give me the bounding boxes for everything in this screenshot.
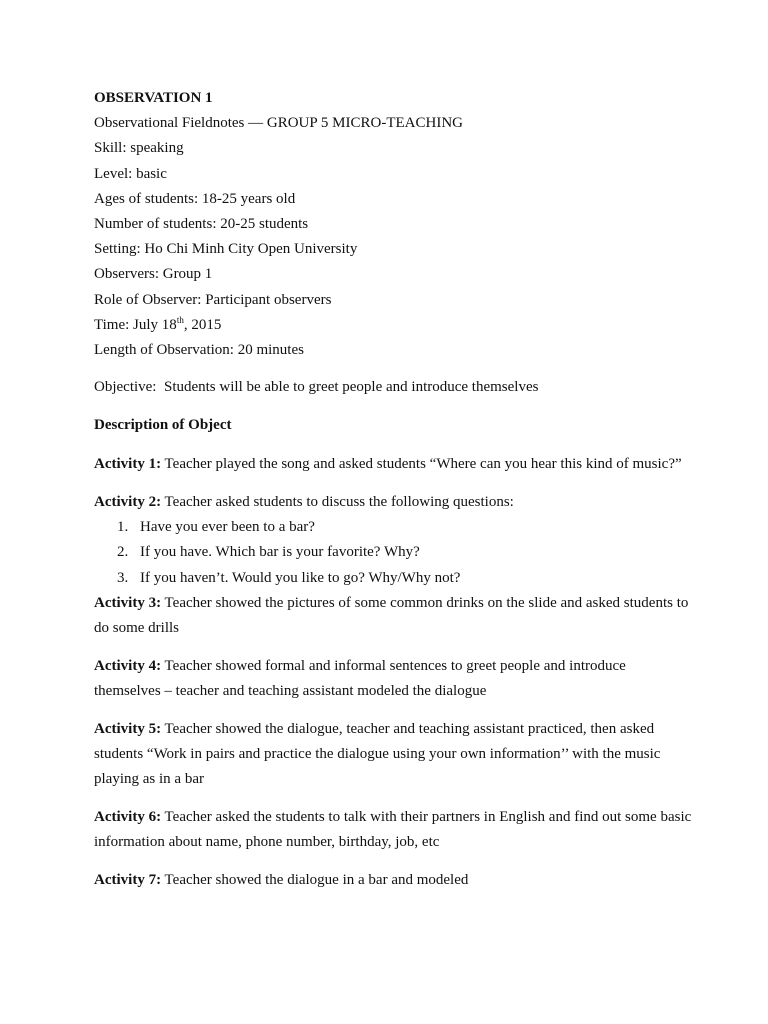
question-list bbox=[94, 515, 694, 592]
field-length: Length of Observation: 20 minutes bbox=[94, 342, 304, 359]
document-title: OBSERVATION 1 bbox=[94, 90, 213, 106]
field-role: Role of Observer: Participant observers bbox=[94, 291, 332, 308]
activity-label: Activity 4: bbox=[94, 658, 162, 675]
field-time bbox=[94, 313, 694, 338]
question-text: If you haven’t. Would you like to go? Why/Why not? bbox=[140, 569, 461, 586]
activity-4 bbox=[94, 654, 694, 704]
document-body bbox=[94, 86, 694, 893]
activity-6 bbox=[94, 805, 694, 855]
activity-7 bbox=[94, 868, 694, 893]
question-item bbox=[94, 566, 694, 592]
activity-text: Teacher showed the dialogue, teacher and teaching assistant practiced, then asked students “Work in pairs and practice the dialogue using your own information’’ with the music playing as in a bar bbox=[94, 721, 661, 788]
activity-label: Activity 1: bbox=[94, 455, 162, 472]
question-item bbox=[94, 515, 694, 541]
activity-1 bbox=[94, 452, 694, 477]
activity-text: Teacher showed the pictures of some common drinks on the slide and asked students to do some drills bbox=[94, 595, 689, 637]
objective: Objective: Students will be able to greet people and introduce themselves bbox=[94, 379, 539, 396]
question-text: Have you ever been to a bar? bbox=[140, 518, 315, 535]
activity-label: Activity 2: bbox=[94, 493, 162, 510]
field-observers: Observers: Group 1 bbox=[94, 266, 213, 283]
field-number-of-students: Number of students: 20-25 students bbox=[94, 216, 309, 233]
activity-text: Teacher asked the students to talk with their partners in English and find out some basic information about name, phone number, birthday, job, etc bbox=[94, 809, 692, 851]
activity-5 bbox=[94, 717, 694, 792]
question-number: 2. bbox=[117, 544, 129, 561]
field-level: Level: basic bbox=[94, 165, 167, 182]
field-skill: Skill: speaking bbox=[94, 140, 184, 157]
activity-label: Activity 5: bbox=[94, 721, 162, 738]
question-number: 1. bbox=[117, 518, 129, 535]
activity-text: Teacher played the song and asked students “Where can you hear this kind of music?” bbox=[164, 455, 682, 472]
activity-label: Activity 6: bbox=[94, 809, 162, 826]
time-superscript: th bbox=[176, 314, 184, 325]
question-number: 3. bbox=[117, 569, 129, 586]
activity-2 bbox=[94, 490, 694, 515]
time-label: Time: July 18 bbox=[94, 316, 177, 333]
activity-label: Activity 7: bbox=[94, 872, 162, 889]
activity-text: Teacher asked students to discuss the following questions: bbox=[164, 493, 514, 510]
section-heading-description: Description of Object bbox=[94, 417, 232, 434]
activity-text: Teacher showed the dialogue in a bar and modeled bbox=[164, 872, 469, 889]
activity-label: Activity 3: bbox=[94, 595, 162, 612]
time-year: , 2015 bbox=[183, 316, 222, 333]
activity-3 bbox=[94, 591, 694, 641]
activity-text: Teacher showed formal and informal sentences to greet people and introduce themselves – teacher and teaching assistant modeled the dialogue bbox=[94, 658, 626, 700]
question-text: If you have. Which bar is your favorite? Why? bbox=[140, 544, 420, 561]
field-ages: Ages of students: 18-25 years old bbox=[94, 190, 296, 207]
subtitle: Observational Fieldnotes — GROUP 5 MICRO-TEACHING bbox=[94, 115, 464, 132]
field-setting: Setting: Ho Chi Minh City Open University bbox=[94, 241, 358, 258]
question-item bbox=[94, 540, 694, 566]
